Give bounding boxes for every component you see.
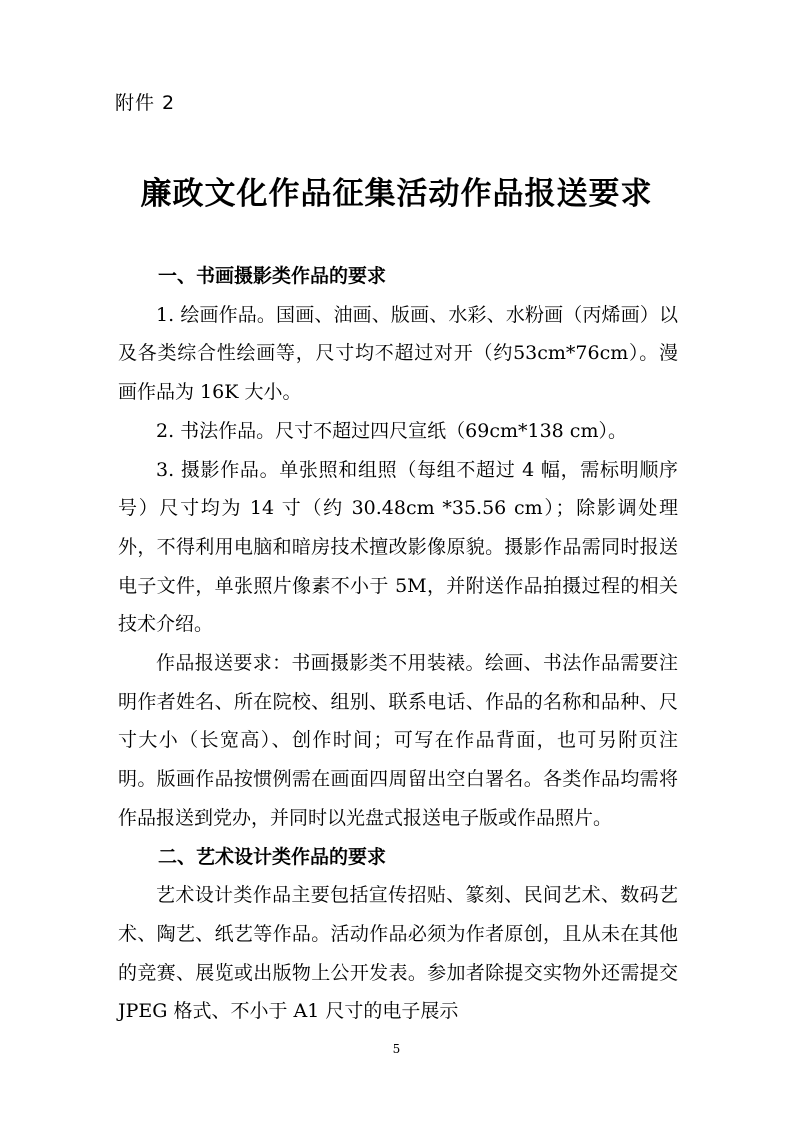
body-paragraph: 3. 摄影作品。单张照和组照（每组不超过 4 幅，需标明顺序号）尺寸均为 14 寸（约 30.48cm *35.56 cm）；除影调处理外，不得利用电脑和暗房技术擅改影像原貌。摄影作品需同时报送电子文件，单张照片像素不小于 5M，并附送作品拍摄过程的相关技术介绍。 xyxy=(118,458,678,636)
body-paragraph: 1. 绘画作品。国画、油画、版画、水彩、水粉画（丙烯画）以及各类综合性绘画等，尺寸均不超过对开（约53cm*76cm）。漫画作品为 16K 大小。 xyxy=(118,303,678,404)
section-heading: 一、书画摄影类作品的要求 xyxy=(158,265,387,287)
document-title: 廉政文化作品征集活动作品报送要求 xyxy=(140,176,653,212)
attachment-label: 附件 2 xyxy=(115,92,176,114)
page-number: 5 xyxy=(392,1042,401,1056)
section-heading: 二、艺术设计类作品的要求 xyxy=(158,845,387,868)
body-paragraph: 艺术设计类作品主要包括宣传招贴、篆刻、民间艺术、数码艺术、陶艺、纸艺等作品。活动作品必须为作者原创，且从未在其他的竞赛、展览或出版物上公开发表。参加者除提交实物外还需提交 JPEG 格式、不小于 A1 尺寸的电子展示 xyxy=(118,884,678,1023)
body-paragraph: 作品报送要求：书画摄影类不用装裱。绘画、书法作品需要注明作者姓名、所在院校、组别、联系电话、作品的名称和品种、尺寸大小（长宽高）、创作时间；可写在作品背面，也可另附页注明。版画作品按惯例需在画面四周留出空白署名。各类作品均需将作品报送到党办，并同时以光盘式报送电子版或作品照片。 xyxy=(118,652,678,829)
body-paragraph: 2. 书法作品。尺寸不超过四尺宣纸（69cm*138 cm）。 xyxy=(156,419,627,442)
document-body xyxy=(118,257,678,1031)
